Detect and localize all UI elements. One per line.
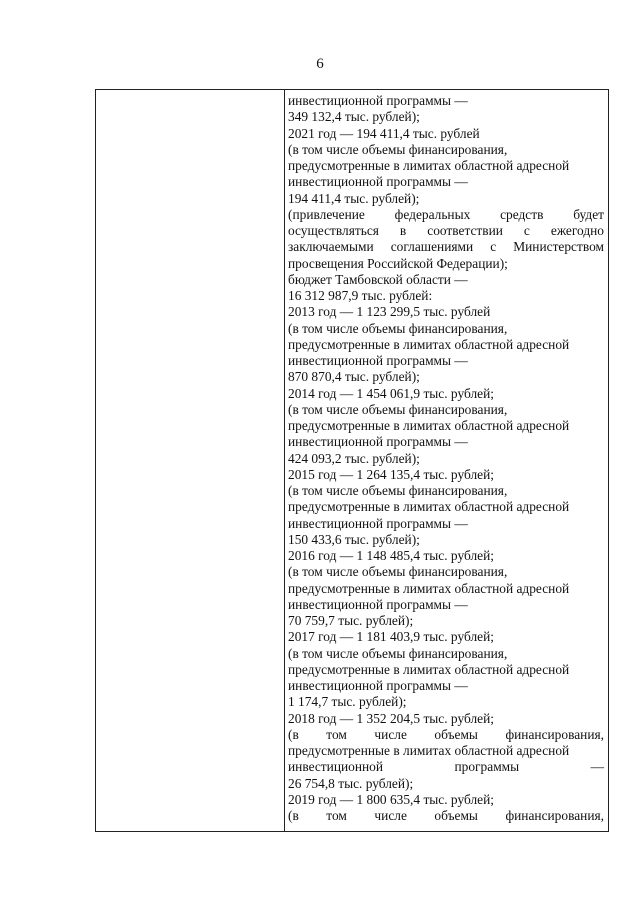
text-line: 16 312 987,9 тыс. рублей:: [288, 288, 433, 303]
text-line: заключаемыми соглашениями с Министерством: [288, 239, 604, 255]
text-line: предусмотренные в лимитах областной адресной: [288, 743, 570, 758]
text-line: инвестиционной программы —: [288, 596, 468, 612]
text-line: 26 754,8 тыс. рублей);: [288, 775, 414, 791]
text-line: 194 411,4 тыс. рублей);: [288, 190, 420, 206]
text-line: инвестиционной программы —: [288, 759, 604, 775]
table-left-cell: [96, 90, 284, 831]
text-line: 2015 год — 1 264 135,4 тыс. рублей;: [288, 466, 494, 482]
text-line: (в том числе объемы финансирования,: [288, 645, 508, 661]
column-divider: [284, 90, 285, 831]
page-number: 6: [316, 56, 324, 72]
text-line: инвестиционной программы —: [288, 515, 468, 531]
table-right-cell: [288, 93, 604, 824]
text-line: (в том числе объемы финансирования,: [288, 320, 508, 336]
text-line: (в том числе объемы финансирования,: [288, 141, 508, 157]
text-line: 1 174,7 тыс. рублей);: [288, 694, 407, 710]
text-line: осуществляться в соответствии с ежегодно: [288, 223, 604, 238]
text-line: предусмотренные в лимитах областной адресной: [288, 336, 570, 352]
text-line: 150 433,6 тыс. рублей);: [288, 531, 420, 547]
text-line: 424 093,2 тыс. рублей);: [288, 450, 420, 466]
text-line: 2018 год — 1 352 204,5 тыс. рублей;: [288, 710, 494, 726]
text-line: предусмотренные в лимитах областной адресной: [288, 158, 570, 173]
text-line: инвестиционной программы —: [288, 434, 468, 450]
text-line: (в том числе объемы финансирования,: [288, 401, 508, 417]
text-line: 2014 год — 1 454 061,9 тыс. рублей;: [288, 385, 494, 401]
text-line: 349 132,4 тыс. рублей);: [288, 109, 420, 125]
text-line: предусмотренные в лимитах областной адресной: [288, 499, 570, 515]
text-line: бюджет Тамбовской области —: [288, 271, 468, 287]
text-line: инвестиционной программы —: [288, 678, 468, 693]
text-line: (в том числе объемы финансирования,: [288, 726, 604, 742]
text-line: (в том числе объемы финансирования,: [288, 483, 508, 498]
text-line: предусмотренные в лимитах областной адресной: [288, 661, 570, 677]
text-line: 2019 год — 1 800 635,4 тыс. рублей;: [288, 791, 494, 807]
text-line: 2013 год — 1 123 299,5 тыс. рублей: [288, 304, 491, 320]
text-line: 2017 год — 1 181 403,9 тыс. рублей;: [288, 629, 494, 645]
text-line: (в том числе объемы финансирования,: [288, 808, 604, 823]
text-line: инвестиционной программы —: [288, 353, 468, 368]
text-line: (привлечение федеральных средств будет: [288, 206, 604, 222]
text-line: предусмотренные в лимитах областной адресной: [288, 580, 570, 596]
text-line: 2021 год — 194 411,4 тыс. рублей: [288, 125, 480, 141]
text-line: просвещения Российской Федерации);: [288, 255, 508, 271]
text-line: 870 870,4 тыс. рублей);: [288, 369, 420, 385]
text-line: (в том числе объемы финансирования,: [288, 564, 508, 580]
text-line: инвестиционной программы —: [288, 93, 468, 108]
text-line: предусмотренные в лимитах областной адресной: [288, 418, 570, 433]
funding-table: [95, 89, 609, 832]
text-line: 2016 год — 1 148 485,4 тыс. рублей;: [288, 548, 494, 563]
text-line: 70 759,7 тыс. рублей);: [288, 613, 414, 628]
text-line: инвестиционной программы —: [288, 174, 468, 190]
